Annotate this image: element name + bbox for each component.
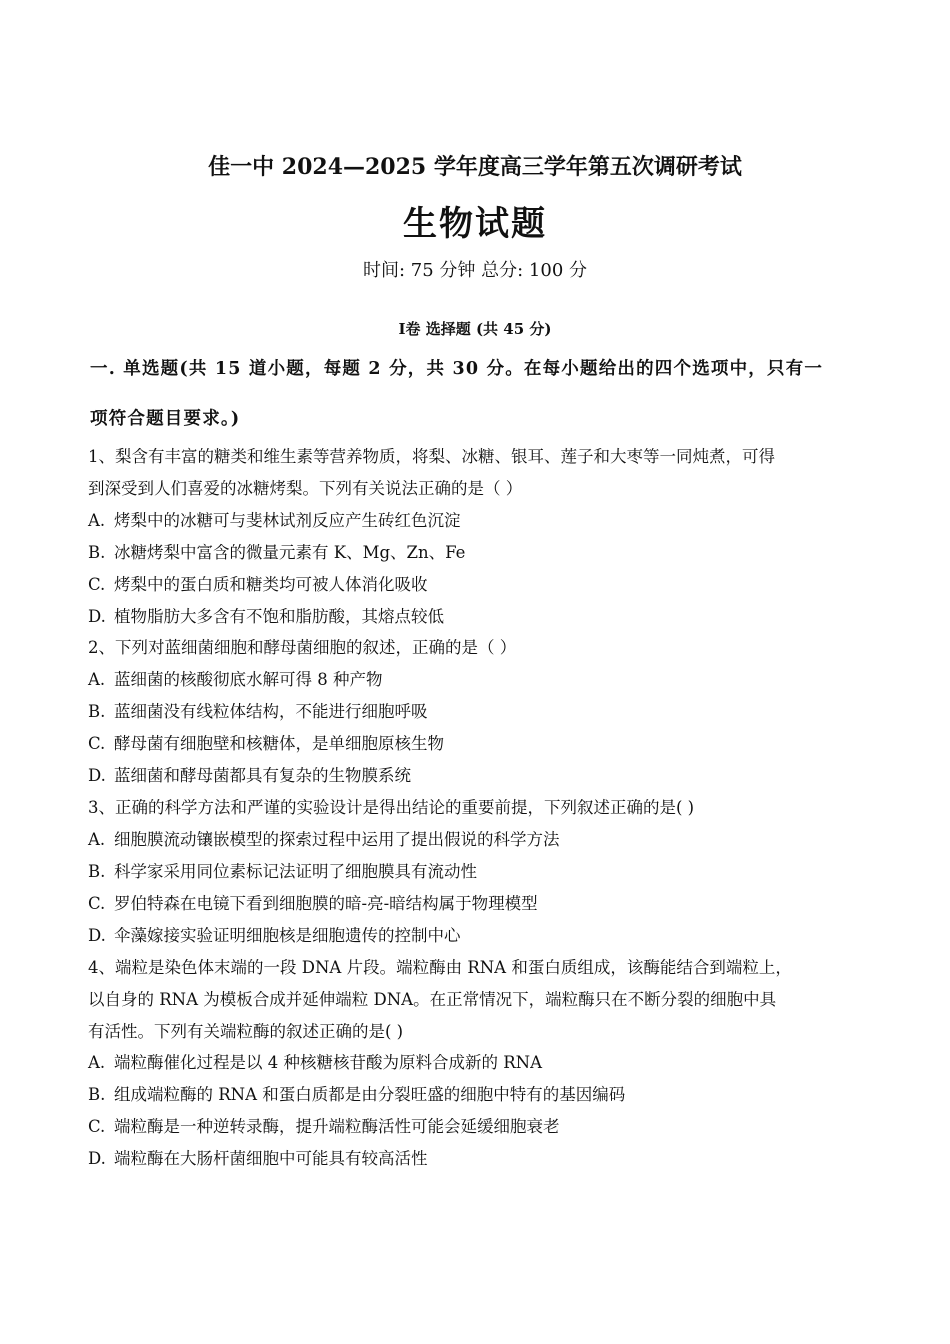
option-letter: B. — [88, 543, 106, 562]
question-1-stem-line-2: 到深受到人们喜爱的冰糖烤梨。下列有关说法正确的是（ ） — [88, 479, 523, 498]
question-1-option-a — [88, 510, 888, 532]
option-text: 罗伯特森在电镜下看到细胞膜的暗-亮-暗结构属于物理模型 — [114, 894, 538, 913]
part-title-line-2: 项符合题目要求。) — [90, 409, 241, 429]
option-letter: B. — [88, 702, 106, 721]
option-text: 冰糖烤梨中富含的微量元素有 K、Mg、Zn、Fe — [114, 543, 466, 562]
option-text: 伞藻嫁接实验证明细胞核是细胞遗传的控制中心 — [114, 926, 461, 945]
question-1-option-b — [88, 542, 888, 564]
option-letter: B. — [88, 862, 106, 881]
question-2-option-d — [88, 765, 888, 787]
option-letter: D. — [88, 607, 106, 626]
option-text: 端粒酶在大肠杆菌细胞中可能具有较高活性 — [114, 1149, 428, 1168]
option-letter: C. — [88, 734, 106, 753]
question-1-option-c — [88, 574, 888, 596]
question-4-option-d — [88, 1148, 888, 1170]
part-title-line-1: 一. 单选题(共 15 道小题，每题 2 分，共 30 分。在每小题给出的四个选项中，只有一 — [90, 359, 824, 379]
option-letter: C. — [88, 1117, 106, 1136]
option-letter: D. — [88, 766, 106, 785]
question-4-stem-line-1: 4、端粒是染色体末端的一段 DNA 片段。端粒酶由 RNA 和蛋白质组成，该酶能结合到端粒上， — [88, 958, 792, 977]
option-text: 植物脂肪大多含有不饱和脂肪酸，其熔点较低 — [114, 607, 444, 626]
question-1-stem-line-1: 1、梨含有丰富的糖类和维生素等营养物质，将梨、冰糖、银耳、莲子和大枣等一同炖煮，可得 — [88, 447, 775, 466]
option-letter: D. — [88, 926, 106, 945]
option-letter: A. — [88, 670, 106, 689]
option-letter: A. — [88, 830, 106, 849]
question-2-option-c — [88, 733, 888, 755]
question-4-stem-line-2: 以自身的 RNA 为模板合成并延伸端粒 DNA。在正常情况下，端粒酶只在不断分裂的细胞中具 — [88, 990, 777, 1009]
option-letter: C. — [88, 894, 106, 913]
question-3-stem-line-1: 3、正确的科学方法和严谨的实验设计是得出结论的重要前提，下列叙述正确的是( ) — [88, 798, 695, 817]
subject-title: 生物试题 — [403, 204, 547, 244]
option-text: 端粒酶催化过程是以 4 种核糖核苷酸为原料合成新的 RNA — [114, 1053, 543, 1072]
question-4-option-c — [88, 1116, 888, 1138]
option-text: 烤梨中的冰糖可与斐林试剂反应产生砖红色沉淀 — [114, 511, 461, 530]
question-4-option-a — [88, 1052, 888, 1074]
time-score-info: 时间: 75 分钟 总分: 100 分 — [363, 260, 587, 281]
option-letter: B. — [88, 1085, 106, 1104]
question-2-option-a — [88, 669, 888, 691]
question-3-option-d — [88, 925, 888, 947]
option-text: 科学家采用同位素标记法证明了细胞膜具有流动性 — [114, 862, 477, 881]
question-4-stem-line-3: 有活性。下列有关端粒酶的叙述正确的是( ) — [88, 1022, 404, 1041]
option-letter: A. — [88, 1053, 106, 1072]
option-text: 组成端粒酶的 RNA 和蛋白质都是由分裂旺盛的细胞中特有的基因编码 — [114, 1085, 626, 1104]
section-title: Ⅰ卷 选择题 (共 45 分) — [398, 320, 552, 338]
question-4-option-b — [88, 1084, 888, 1106]
option-text: 蓝细菌的核酸彻底水解可得 8 种产物 — [114, 670, 383, 689]
option-letter: C. — [88, 575, 106, 594]
question-3-option-c — [88, 893, 888, 915]
option-text: 烤梨中的蛋白质和糖类均可被人体消化吸收 — [114, 575, 428, 594]
question-2-stem-line-1: 2、下列对蓝细菌细胞和酵母菌细胞的叙述，正确的是（ ） — [88, 638, 517, 657]
question-2-option-b — [88, 701, 888, 723]
question-3-option-b — [88, 861, 888, 883]
option-text: 酵母菌有细胞壁和核糖体，是单细胞原核生物 — [114, 734, 444, 753]
option-letter: A. — [88, 511, 106, 530]
question-3-option-a — [88, 829, 888, 851]
school-exam-title: 佳一中 2024—2025 学年度高三学年第五次调研考试 — [208, 154, 742, 180]
option-text: 蓝细菌和酵母菌都具有复杂的生物膜系统 — [114, 766, 411, 785]
option-letter: D. — [88, 1149, 106, 1168]
option-text: 细胞膜流动镶嵌模型的探索过程中运用了提出假说的科学方法 — [114, 830, 560, 849]
option-text: 端粒酶是一种逆转录酶，提升端粒酶活性可能会延缓细胞衰老 — [114, 1117, 560, 1136]
option-text: 蓝细菌没有线粒体结构，不能进行细胞呼吸 — [114, 702, 428, 721]
question-1-option-d — [88, 606, 888, 628]
